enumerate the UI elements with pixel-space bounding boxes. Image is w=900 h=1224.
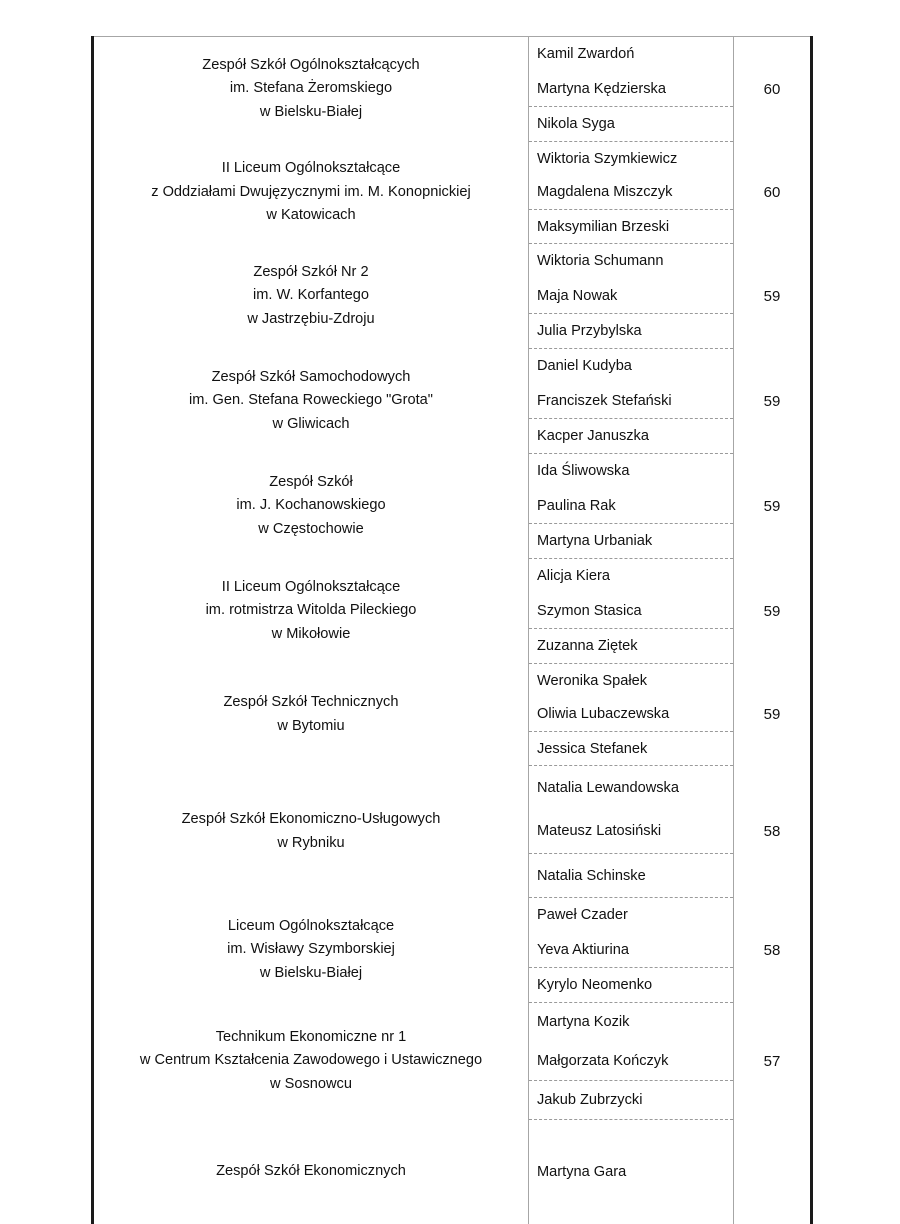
pupil-name-cell: Martyna Kozik xyxy=(529,1003,734,1042)
school-name-cell xyxy=(93,766,529,898)
school-name-line: w Częstochowie xyxy=(258,520,364,537)
pupil-name-cell: Natalia Schinske xyxy=(529,854,734,898)
score-cell: 58 xyxy=(734,766,812,898)
school-name-cell xyxy=(93,244,529,349)
school-name-line: w Rybniku xyxy=(277,834,345,851)
pupil-name-cell: Kamil Zwardoń xyxy=(529,37,734,72)
school-name-line: Zespół Szkół Ekonomicznych xyxy=(216,1162,406,1179)
table-viewport xyxy=(91,36,810,1180)
score-cell: 59 xyxy=(734,664,812,766)
school-name-cell xyxy=(93,37,529,142)
pupil-name-cell: Martyna Gara xyxy=(529,1120,734,1224)
pupil-name-cell: Szymon Stasica xyxy=(529,594,734,629)
score-cell xyxy=(734,1120,812,1224)
pupil-name-cell: Magdalena Miszczyk xyxy=(529,176,734,210)
pupil-name-cell: Yeva Aktiurina xyxy=(529,933,734,968)
score-cell: 59 xyxy=(734,559,812,664)
table-row xyxy=(93,766,812,810)
table-row xyxy=(93,1120,812,1224)
pupil-name-cell: Maksymilian Brzeski xyxy=(529,210,734,244)
pupil-name-cell: Nikola Syga xyxy=(529,107,734,142)
pupil-name-cell: Franciszek Stefański xyxy=(529,384,734,419)
school-name-line: im. Gen. Stefana Roweckiego "Grota" xyxy=(189,392,433,409)
school-ranking-table xyxy=(91,36,813,1224)
score-cell: 59 xyxy=(734,349,812,454)
table-row xyxy=(93,37,812,72)
pupil-name-cell: Julia Przybylska xyxy=(529,314,734,349)
pupil-name-cell: Weronika Spałek xyxy=(529,664,734,698)
school-name-line: Liceum Ogólnokształcące xyxy=(227,917,395,934)
score-cell: 60 xyxy=(734,37,812,142)
school-name-cell xyxy=(93,142,529,244)
score-cell: 57 xyxy=(734,1003,812,1120)
school-name-line: im. Wisławy Szymborskiej xyxy=(227,941,395,958)
score-cell: 58 xyxy=(734,898,812,1003)
school-name-line: Zespół Szkół Ekonomiczno-Usługowych xyxy=(181,810,441,827)
score-cell: 60 xyxy=(734,142,812,244)
school-name-line: im. J. Kochanowskiego xyxy=(236,497,386,514)
school-name-cell xyxy=(93,454,529,559)
table-row xyxy=(93,1003,812,1042)
pupil-name-cell: Małgorzata Kończyk xyxy=(529,1042,734,1081)
pupil-name-cell: Paweł Czader xyxy=(529,898,734,933)
school-name-line: w Bytomiu xyxy=(277,717,345,734)
school-name-line: w Mikołowie xyxy=(271,625,351,642)
school-name-line: Zespół Szkół Technicznych xyxy=(223,693,399,710)
pupil-name-cell: Wiktoria Szymkiewicz xyxy=(529,142,734,176)
school-name-line: w Bielsku-Białej xyxy=(259,104,363,121)
pupil-name-cell: Jakub Zubrzycki xyxy=(529,1081,734,1120)
table-row xyxy=(93,664,812,698)
pupil-name-cell: Ida Śliwowska xyxy=(529,454,734,489)
pupil-name-cell: Alicja Kiera xyxy=(529,559,734,594)
table-row xyxy=(93,898,812,933)
pupil-name-cell: Zuzanna Ziętek xyxy=(529,629,734,664)
school-name-line: w Bielsku-Białej xyxy=(259,964,363,981)
school-name-line: w Katowicach xyxy=(266,207,356,224)
pupil-name-cell: Kyrylo Neomenko xyxy=(529,968,734,1003)
school-name-line: w Centrum Kształcenia Zawodowego i Ustawicznego xyxy=(139,1052,483,1069)
table-row xyxy=(93,142,812,176)
school-name-line: im. W. Korfantego xyxy=(253,287,369,304)
pupil-name-cell: Mateusz Latosiński xyxy=(529,810,734,854)
pupil-name-cell: Oliwia Lubaczewska xyxy=(529,698,734,732)
school-name-line: Technikum Ekonomiczne nr 1 xyxy=(215,1028,407,1045)
school-name-cell xyxy=(93,559,529,664)
table-row xyxy=(93,559,812,594)
pupil-name-cell: Jessica Stefanek xyxy=(529,732,734,766)
school-name-line: z Oddziałami Dwujęzycznymi im. M. Konopnickiej xyxy=(151,183,471,200)
school-name-cell xyxy=(93,1120,529,1224)
pupil-name-cell: Wiktoria Schumann xyxy=(529,244,734,279)
pupil-name-cell: Maja Nowak xyxy=(529,279,734,314)
school-name-line: Zespół Szkół Samochodowych xyxy=(211,368,411,385)
table-row xyxy=(93,244,812,279)
school-name-line: im. Stefana Żeromskiego xyxy=(229,80,393,97)
score-cell: 59 xyxy=(734,244,812,349)
score-cell: 59 xyxy=(734,454,812,559)
pupil-name-cell: Daniel Kudyba xyxy=(529,349,734,384)
school-name-line: w Jastrzębiu-Zdroju xyxy=(247,310,375,327)
pupil-name-cell: Paulina Rak xyxy=(529,489,734,524)
school-name-line: Zespół Szkół Ogólnokształcących xyxy=(202,56,420,73)
pupil-name-cell: Martyna Kędzierska xyxy=(529,72,734,107)
pupil-name-cell: Natalia Lewandowska xyxy=(529,766,734,810)
school-name-cell xyxy=(93,664,529,766)
school-name-line: Zespół Szkół Nr 2 xyxy=(253,263,369,280)
table-row xyxy=(93,454,812,489)
pupil-name-cell: Kacper Januszka xyxy=(529,419,734,454)
school-name-cell xyxy=(93,349,529,454)
school-name-line: Zespół Szkół xyxy=(269,473,353,490)
school-name-line: im. rotmistrza Witolda Pileckiego xyxy=(205,602,417,619)
school-name-cell xyxy=(93,898,529,1003)
school-name-cell xyxy=(93,1003,529,1120)
table-body xyxy=(93,37,812,1224)
pupil-name-cell: Martyna Urbaniak xyxy=(529,524,734,559)
school-name-line: II Liceum Ogólnokształcące xyxy=(221,160,401,177)
school-name-line: w Sosnowcu xyxy=(270,1075,352,1092)
school-name-line: II Liceum Ogólnokształcące xyxy=(221,578,401,595)
school-name-line: w Gliwicach xyxy=(272,415,350,432)
table-row xyxy=(93,349,812,384)
